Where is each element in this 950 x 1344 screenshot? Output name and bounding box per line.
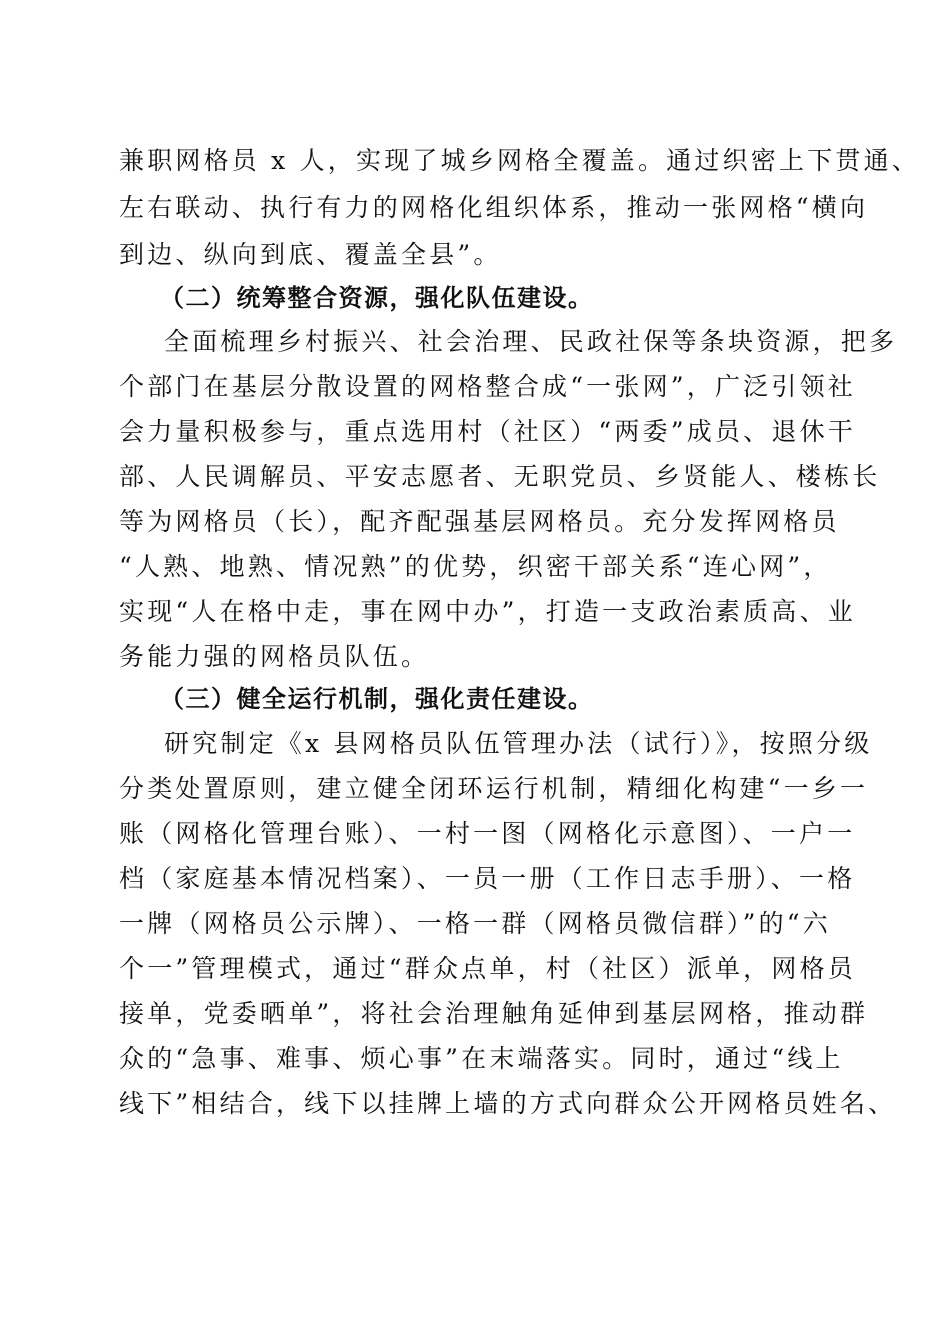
paragraph-line: 左右联动、执行有力的网格化组织体系，推动一张网格“横向: [119, 193, 869, 222]
paragraph-line: 实现“人在格中走，事在网中办”，打造一支政治素质高、业: [119, 597, 856, 626]
paragraph-line: 到边、纵向到底、覆盖全县”。: [119, 240, 502, 269]
paragraph-line: 账（网格化管理台账）、一村一图（网格化示意图）、一户一: [119, 819, 856, 848]
paragraph-line: 会力量积极参与，重点选用村（社区）“两委”成员、退休干: [119, 417, 856, 446]
paragraph-line: 线下”相结合，线下以挂牌上墙的方式向群众公开网格员姓名、: [119, 1089, 897, 1118]
paragraph-line: 研究制定《x 县网格员队伍管理办法（试行）》，按照分级: [164, 729, 873, 758]
paragraph-line: 务能力强的网格员队伍。: [119, 642, 430, 671]
section-heading-2: （二）统筹整合资源，强化队伍建设。: [160, 284, 594, 312]
paragraph-line: 个一”管理模式，通过“群众点单，村（社区）派单，网格员: [119, 954, 856, 983]
paragraph-line: 部、人民调解员、平安志愿者、无职党员、乡贤能人、楼栋长: [119, 462, 881, 491]
section-heading-3: （三）健全运行机制，强化责任建设。: [160, 685, 594, 713]
paragraph-line: 分类处置原则，建立健全闭环运行机制，精细化构建“一乡一: [119, 774, 869, 803]
paragraph-line: 兼职网格员 x 人，实现了城乡网格全覆盖。通过织密上下贯通、: [119, 146, 920, 175]
paragraph-line: 众的“急事、难事、烦心事”在末端落实。同时，通过“线上: [119, 1044, 844, 1073]
paragraph-line: “人熟、地熟、情况熟”的优势，织密干部关系“连心网”，: [119, 552, 832, 581]
paragraph-line: 档（家庭基本情况档案）、一员一册（工作日志手册）、一格: [119, 864, 856, 893]
paragraph-line: 等为网格员（长），配齐配强基层网格员。充分发挥网格员: [119, 507, 840, 536]
paragraph-line: 个部门在基层分散设置的网格整合成“一张网”，广泛引领社: [119, 372, 856, 401]
paragraph-line: 一牌（网格员公示牌）、一格一群（网格员微信群）”的“六: [119, 909, 831, 938]
paragraph-line: 接单，党委晒单”，将社会治理触角延伸到基层网格，推动群: [119, 999, 869, 1028]
paragraph-line: 全面梳理乡村振兴、社会治理、民政社保等条块资源，把多: [164, 327, 898, 356]
